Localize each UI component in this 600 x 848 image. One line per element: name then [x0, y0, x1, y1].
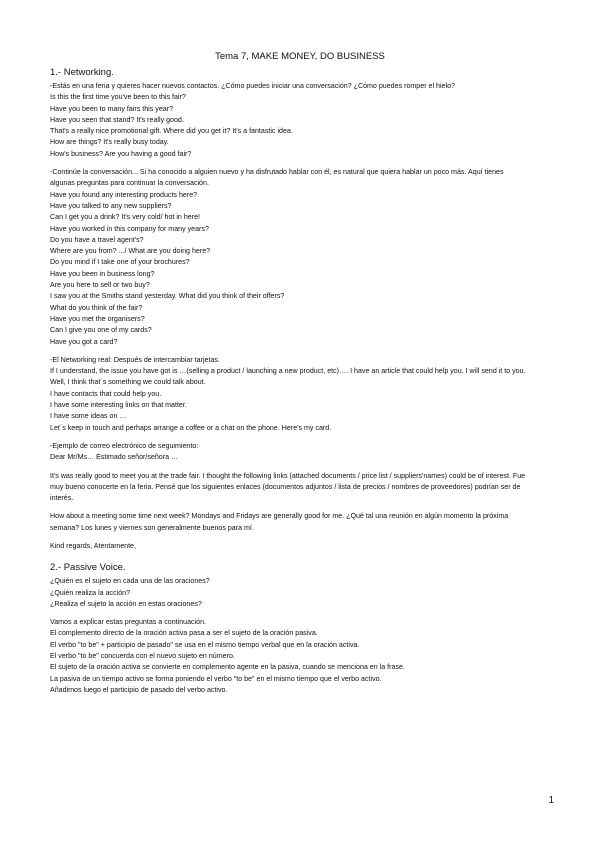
paragraph-line: That's a really nice promotional gift. Where did you get it? It's a fantastic idea. — [50, 127, 293, 136]
paragraph-line: ¿Realiza el sujeto la acción en estas oraciones? — [50, 599, 202, 608]
paragraph-line: Where are you from? .../ What are you doing here? — [50, 247, 211, 256]
paragraph-line: Have you been to many fairs this year? — [50, 104, 174, 113]
networking-continue-conversation — [50, 167, 528, 348]
paragraph-line: Let´s keep in touch and perhaps arrange a coffee or a chat on the phone. Here's my card. — [50, 423, 332, 432]
page-number: 1 — [548, 795, 554, 806]
paragraph-line: Can I give you one of my cards? — [50, 326, 152, 335]
paragraph-line: How about a meeting some time next week? Mondays and Fridays are generally good for me. ¿Qué tal una reunión en algún momento la próxima semana? Los lunes y viernes son generalmente buenos para mí. — [50, 512, 509, 532]
paragraph-line: Can I get you a drink? It's very cold/ hot in here! — [50, 213, 201, 222]
paragraph-line: Well, I think that´s something we could talk about. — [50, 378, 206, 387]
paragraph-line: Have you been in business long? — [50, 269, 155, 278]
paragraph-line: Dear Mr/Ms… Estimado señor/señora … — [50, 453, 179, 462]
paragraph-line: Have you met the organisers? — [50, 314, 145, 323]
networking-real — [50, 355, 528, 434]
section-heading-networking: 1.- Networking. — [50, 67, 114, 78]
paragraph-line: I saw you at the Smiths stand yesterday. What did you think of their offers? — [50, 292, 285, 301]
paragraph-line: -Estás en una feria y quieres hacer nuevos contactos. ¿Cómo puedes iniciar una conversación? ¿Cómo puedes romper el hielo? — [50, 82, 455, 90]
passive-voice-explanation — [50, 617, 528, 696]
paragraph-line: How's business? Are you having a good fair? — [50, 149, 192, 158]
paragraph-line: What do you think of the fair? — [50, 303, 143, 312]
paragraph-line: -El Networking real: Después de intercambiar tarjetas. — [50, 355, 220, 364]
passive-voice-questions — [50, 576, 528, 610]
paragraph-line: How are things? It's really busy today. — [50, 138, 169, 147]
paragraph-line: Have you found any interesting products here? — [50, 190, 198, 199]
paragraph-line: It's was really good to meet you at the trade fair. I thought the following links (attached documents / price list / suppliers'names) could be of interest. Fue muy bueno conocerte en la feria. Pensé que los siguientes enlaces (documentos adjuntos / lista de precios / nombres de proveedores) podrían ser de interés. — [50, 471, 526, 503]
paragraph-line: Do you have a travel agent's? — [50, 235, 144, 244]
paragraph-line: El verbo "to be" concuerda con el nuevo sujeto en número. — [50, 652, 235, 661]
paragraph-line: El complemento directo de la oración activa pasa a ser el sujeto de la oración pasiva. — [50, 629, 318, 638]
paragraph-line: I have contacts that could help you. — [50, 389, 162, 398]
paragraph-line: ¿Quién realiza la acción? — [50, 588, 131, 597]
email-example-closing — [50, 541, 528, 552]
paragraph-line: El sujeto de la oración activa se convierte en complemento agente en la pasiva, cuando se menciona en la frase. — [50, 663, 405, 672]
paragraph-line: Añadimos luego el participio de pasado del verbo activo. — [50, 685, 228, 694]
email-example-meeting — [50, 511, 528, 534]
paragraph-line: Have you got a card? — [50, 337, 118, 346]
paragraph-line: Kind regards, Atentamente, — [50, 541, 136, 550]
paragraph-line: Do you mind if I take one of your brochures? — [50, 258, 190, 267]
document-body — [50, 67, 528, 696]
networking-icebreakers — [50, 81, 528, 160]
email-example-heading — [50, 441, 528, 464]
email-example-body — [50, 471, 528, 505]
paragraph-line: If I understand, the issue you have got is …(selling a product / launching a new product, etc)…. I have an article that could help you. I will send it to you. — [50, 367, 526, 376]
paragraph-line: -Continúe la conversación... Si ha conocido a alguien nuevo y ha disfrutado hablar con él, es natural que quiera hablar un poco más. Aquí tienes algunas preguntas para continuar la conversación. — [50, 168, 504, 188]
paragraph-line: ¿Quién es el sujeto en cada una de las oraciones? — [50, 577, 210, 586]
paragraph-line: I have some interesting links on that matter. — [50, 401, 187, 410]
paragraph-line: -Ejemplo de correo electrónico de seguimiento: — [50, 441, 199, 450]
paragraph-line: Are you here to sell or two buy? — [50, 281, 150, 290]
paragraph-line: El verbo "to be" + participio de pasado" se usa en el mismo tiempo verbal que en la oración activa. — [50, 640, 360, 649]
paragraph-line: Have you talked to any new suppliers? — [50, 201, 172, 210]
page-title: Tema 7, MAKE MONEY, DO BUSINESS — [215, 51, 385, 62]
paragraph-line: Have you worked in this company for many years? — [50, 224, 209, 233]
paragraph-line: Is this the first time you've been to this fair? — [50, 93, 186, 102]
section-heading-passive-voice: 2.- Passive Voice. — [50, 562, 126, 574]
paragraph-line: Have you seen that stand? It's really good. — [50, 115, 184, 124]
paragraph-line: La pasiva de un tiempo activo se forma poniendo el verbo "to be" en el mismo tiempo que el verbo activo. — [50, 674, 382, 683]
paragraph-line: Vamos a explicar estas preguntas a continuación. — [50, 618, 207, 627]
paragraph-line: I have some ideas on … — [50, 412, 127, 421]
